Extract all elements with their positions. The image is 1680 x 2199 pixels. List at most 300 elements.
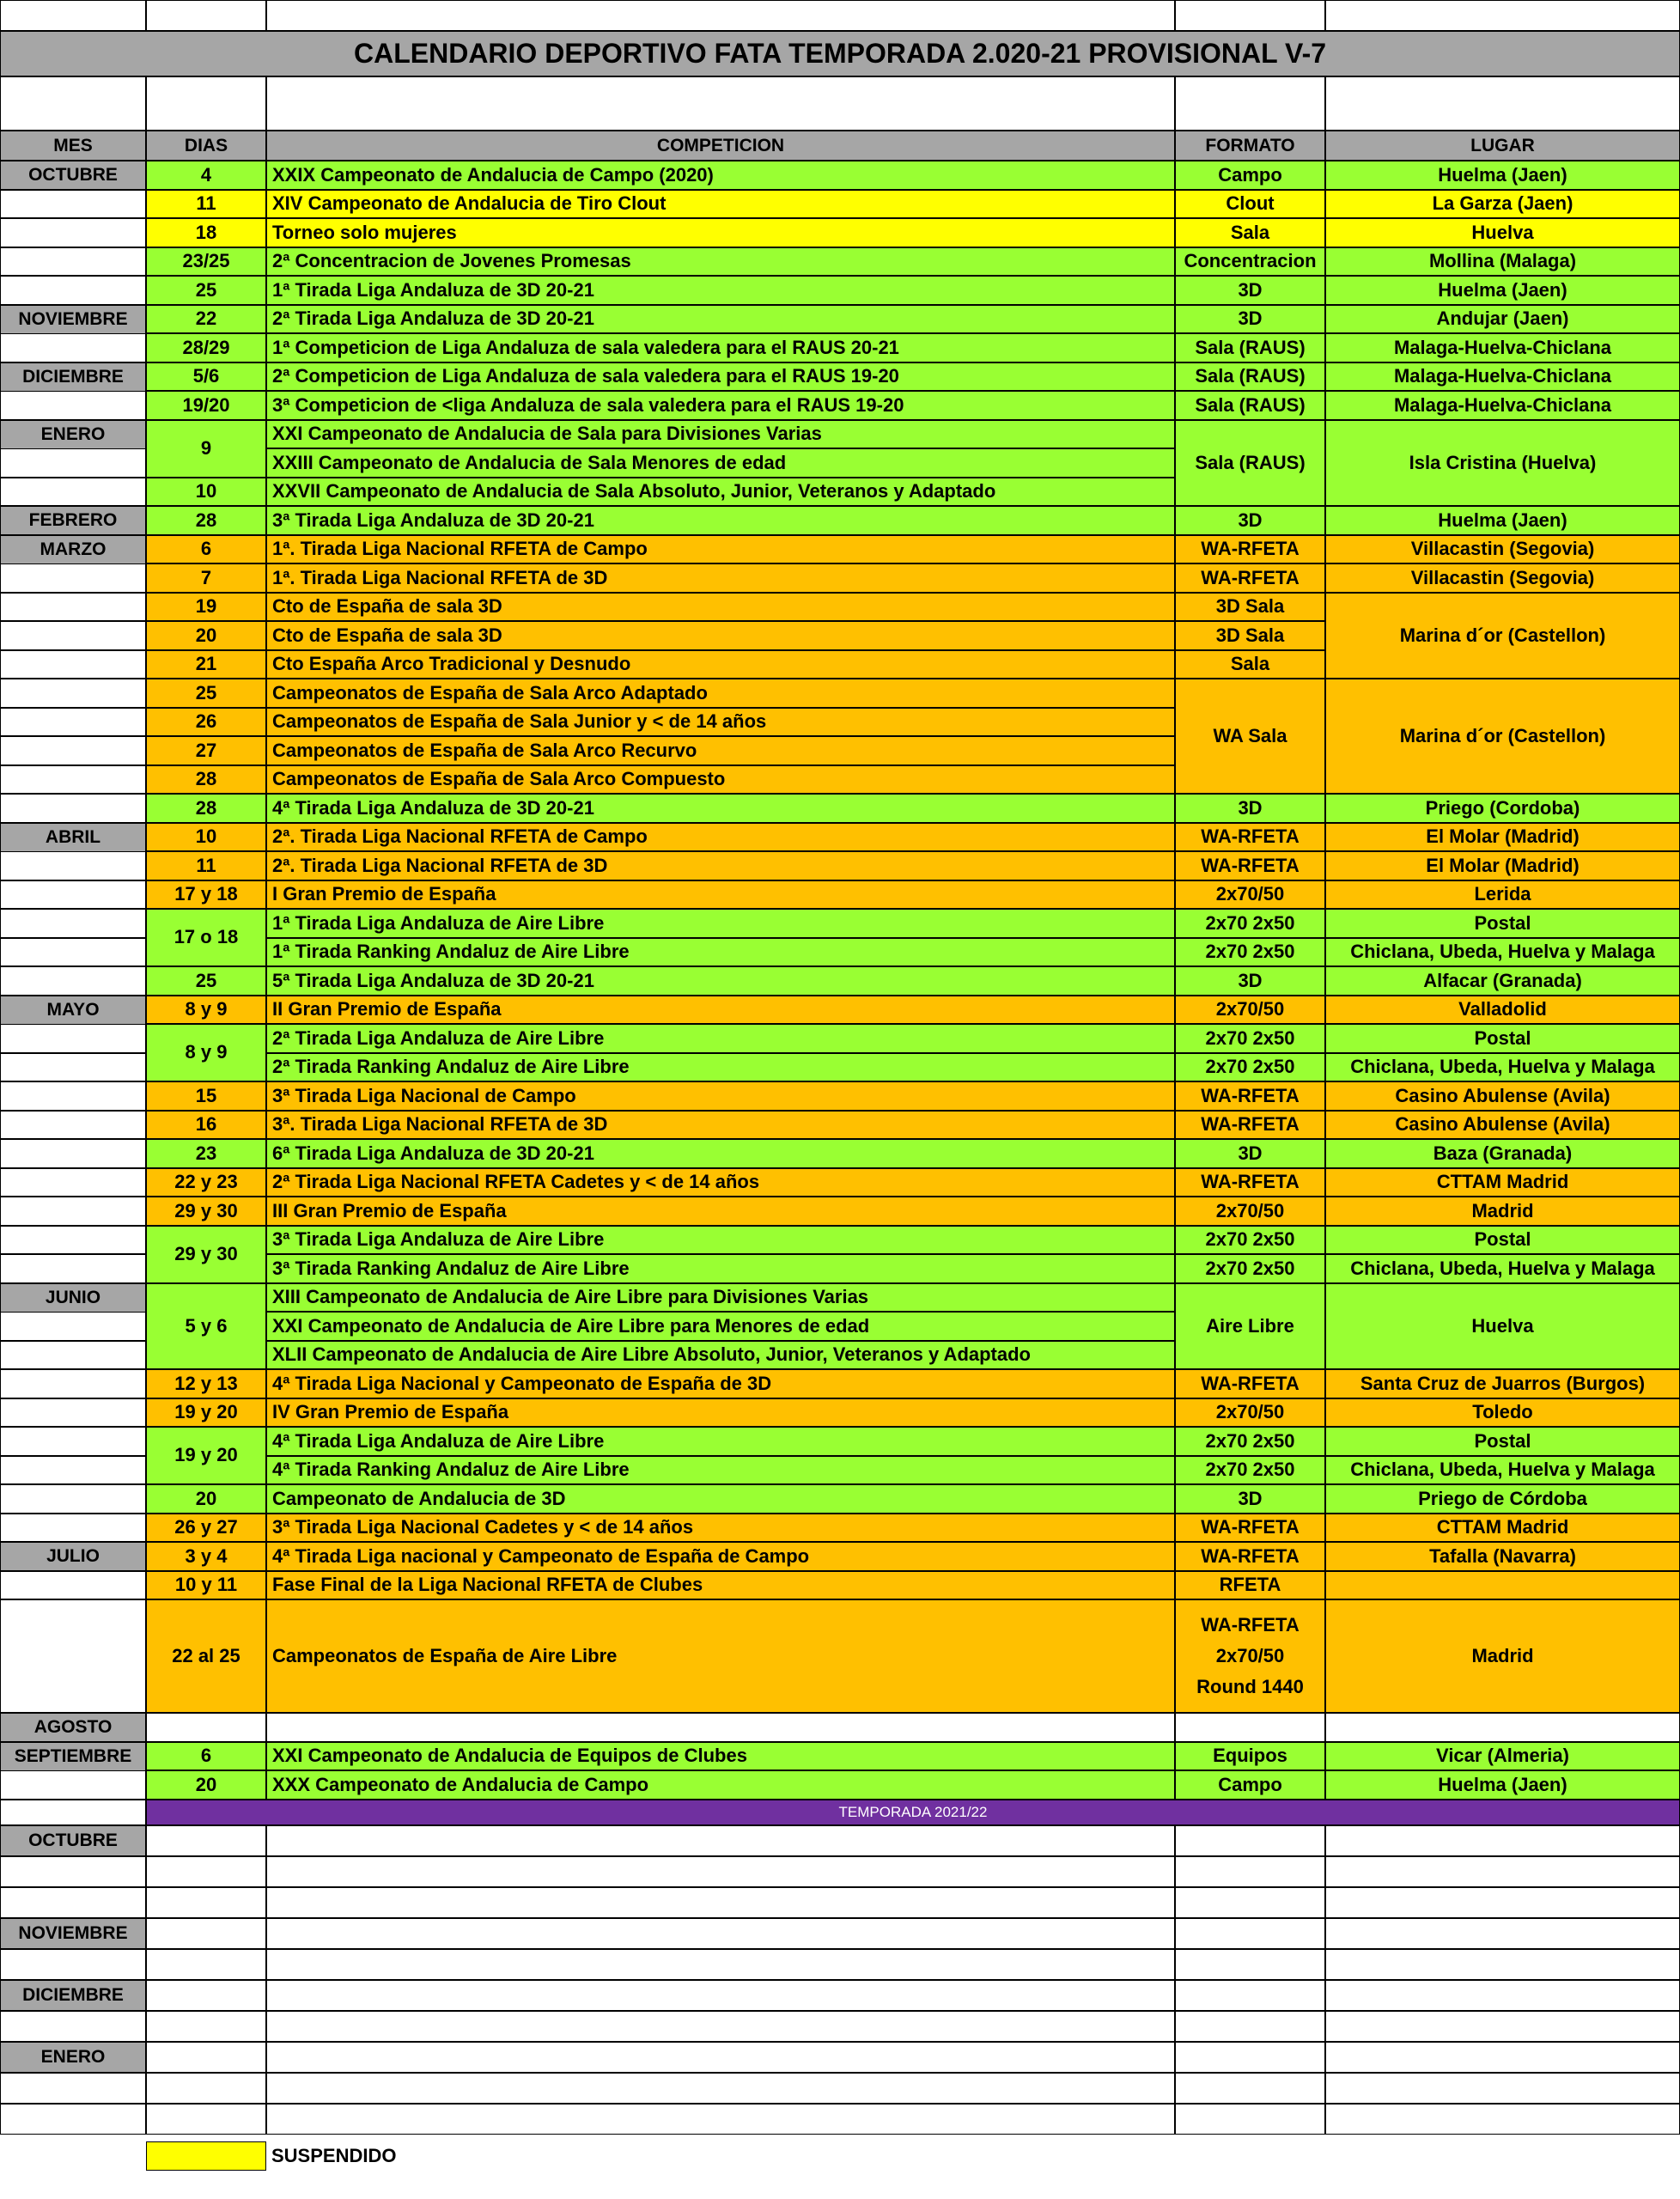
competition-cell: 3ª. Tirada Liga Nacional RFETA de 3D <box>266 1111 1175 1139</box>
dias-cell: 26 <box>146 708 266 736</box>
month-blank-cell <box>0 1398 146 1427</box>
month-blank-cell <box>0 1484 146 1514</box>
empty-cell <box>1325 1856 1680 1887</box>
format-cell: Sala (RAUS) <box>1175 420 1325 506</box>
competition-cell: Campeonatos de España de Sala Arco Recurvo <box>266 736 1175 765</box>
competition-cell: 3ª Tirada Liga Nacional Cadetes y < de 14 años <box>266 1514 1175 1542</box>
month-blank-cell <box>0 276 146 305</box>
competition-cell: 1ª Competicion de Liga Andaluza de sala valedera para el RAUS 20-21 <box>266 333 1175 362</box>
empty-cell <box>146 1918 266 1949</box>
competition-cell: 2ª. Tirada Liga Nacional RFETA de 3D <box>266 851 1175 880</box>
dias-cell: 29 y 30 <box>146 1226 266 1283</box>
dias-cell: 17 o 18 <box>146 909 266 966</box>
top-blank-cell <box>1325 0 1680 31</box>
header-mes: MES <box>0 131 146 161</box>
month-blank-cell <box>0 1514 146 1542</box>
dias-cell: 16 <box>146 1111 266 1139</box>
dias-cell: 6 <box>146 1742 266 1770</box>
empty-cell <box>1175 1918 1325 1949</box>
month-blank-cell <box>0 1312 146 1341</box>
location-cell: Marina d´or (Castellon) <box>1325 593 1680 679</box>
competition-cell: 1ª Tirada Liga Andaluza de 3D 20-21 <box>266 276 1175 305</box>
competition-cell: Campeonatos de España de Sala Arco Adaptado <box>266 679 1175 708</box>
top-blank-cell <box>1175 0 1325 31</box>
header-dias: DIAS <box>146 131 266 161</box>
month-blank-cell <box>0 1139 146 1168</box>
format-cell: RFETA <box>1175 1571 1325 1599</box>
month-label: DICIEMBRE <box>0 362 146 392</box>
empty-cell <box>1175 2104 1325 2135</box>
format-cell: 3D <box>1175 966 1325 996</box>
format-cell: Campo <box>1175 1770 1325 1800</box>
month-blank-cell <box>0 1226 146 1254</box>
spacer-cell <box>266 76 1175 131</box>
location-cell <box>1325 1713 1680 1742</box>
spacer-cell <box>1325 76 1680 131</box>
dias-cell: 3 y 4 <box>146 1542 266 1571</box>
spacer-cell <box>146 76 266 131</box>
month-label: ABRIL <box>0 823 146 852</box>
empty-cell <box>1175 1949 1325 1980</box>
competition-cell: 1ª. Tirada Liga Nacional RFETA de Campo <box>266 535 1175 563</box>
month-blank-cell <box>0 938 146 966</box>
location-cell: Villacastin (Segovia) <box>1325 535 1680 563</box>
format-cell: 2x70 2x50 <box>1175 938 1325 966</box>
month-blank-cell <box>0 1427 146 1456</box>
location-cell: Tafalla (Navarra) <box>1325 1542 1680 1571</box>
dias-cell: 28/29 <box>146 333 266 362</box>
format-cell: WA-RFETA <box>1175 1542 1325 1571</box>
month-blank-cell <box>0 794 146 823</box>
format-cell: 2x70 2x50 <box>1175 1226 1325 1254</box>
dias-cell: 25 <box>146 966 266 996</box>
month-label: JUNIO <box>0 1283 146 1313</box>
top-blank-cell <box>146 0 266 31</box>
empty-cell <box>146 2073 266 2104</box>
month-blank-cell <box>0 765 146 794</box>
month-label: MAYO <box>0 996 146 1025</box>
spacer-cell <box>1175 76 1325 131</box>
competition-cell: XXI Campeonato de Andalucia de Aire Libre para Menores de edad <box>266 1312 1175 1341</box>
competition-cell: XXX Campeonato de Andalucia de Campo <box>266 1770 1175 1800</box>
empty-cell <box>1325 1825 1680 1856</box>
competition-cell: 2ª. Tirada Liga Nacional RFETA de Campo <box>266 823 1175 851</box>
spacer-cell <box>0 76 146 131</box>
format-cell <box>1175 1599 1325 1713</box>
dias-cell: 10 <box>146 478 266 506</box>
empty-cell <box>146 2104 266 2135</box>
month-blank-cell <box>0 650 146 679</box>
format-cell: 2x70 2x50 <box>1175 909 1325 938</box>
competition-cell: XIII Campeonato de Andalucia de Aire Libre para Divisiones Varias <box>266 1283 1175 1312</box>
dias-cell: 23/25 <box>146 247 266 276</box>
dias-cell: 8 y 9 <box>146 996 266 1024</box>
dias-cell: 22 y 23 <box>146 1168 266 1197</box>
month-blank-cell <box>0 708 146 736</box>
empty-cell <box>266 2042 1175 2073</box>
competition-cell: 3ª Tirada Liga Nacional de Campo <box>266 1081 1175 1111</box>
format-cell: 3D <box>1175 506 1325 535</box>
location-cell: Vicar (Almeria) <box>1325 1742 1680 1770</box>
format-cell: Clout <box>1175 190 1325 218</box>
month-blank-cell <box>0 218 146 247</box>
month-blank-cell <box>0 1341 146 1369</box>
empty-cell <box>266 1918 1175 1949</box>
month-blank-cell <box>0 2073 146 2104</box>
location-cell: Chiclana, Ubeda, Huelva y Malaga <box>1325 938 1680 966</box>
empty-cell <box>1325 1918 1680 1949</box>
month-blank-cell <box>0 1456 146 1484</box>
empty-cell <box>1325 2104 1680 2135</box>
month-blank-cell <box>0 448 146 478</box>
dias-cell: 20 <box>146 621 266 650</box>
dias-cell: 18 <box>146 218 266 247</box>
dias-cell: 20 <box>146 1484 266 1514</box>
competition-cell: 4ª Tirada Liga Nacional y Campeonato de España de 3D <box>266 1369 1175 1398</box>
dias-cell: 15 <box>146 1081 266 1111</box>
location-cell: Santa Cruz de Juarros (Burgos) <box>1325 1369 1680 1398</box>
format-cell: Sala (RAUS) <box>1175 362 1325 391</box>
month-blank-cell <box>0 1053 146 1081</box>
dias-cell: 22 <box>146 305 266 333</box>
competition-cell: XXI Campeonato de Andalucia de Equipos de Clubes <box>266 1742 1175 1770</box>
competition-cell: 3ª Tirada Liga Andaluza de Aire Libre <box>266 1226 1175 1254</box>
dias-cell: 10 y 11 <box>146 1571 266 1599</box>
header-competicion: COMPETICION <box>266 131 1175 161</box>
month-blank-cell <box>0 333 146 362</box>
empty-cell <box>266 2073 1175 2104</box>
location-cell: Andujar (Jaen) <box>1325 305 1680 333</box>
location-cell: Malaga-Huelva-Chiclana <box>1325 362 1680 391</box>
competition-cell: Campeonatos de España de Aire Libre <box>266 1599 1175 1713</box>
format-cell: 2x70/50 <box>1175 996 1325 1024</box>
dias-cell: 19/20 <box>146 391 266 420</box>
competition-cell: 1ª. Tirada Liga Nacional RFETA de 3D <box>266 563 1175 593</box>
format-cell: 3D <box>1175 276 1325 305</box>
dias-cell: 22 al 25 <box>146 1599 266 1713</box>
format-cell: WA-RFETA <box>1175 535 1325 563</box>
format-cell: 3D Sala <box>1175 621 1325 650</box>
location-cell: Chiclana, Ubeda, Huelva y Malaga <box>1325 1456 1680 1484</box>
format-cell: 2x70/50 <box>1175 880 1325 909</box>
month-blank-cell <box>0 1168 146 1197</box>
format-cell: WA-RFETA <box>1175 563 1325 593</box>
empty-cell <box>266 2104 1175 2135</box>
month-label: JULIO <box>0 1542 146 1571</box>
competition-cell: 4ª Tirada Ranking Andaluz de Aire Libre <box>266 1456 1175 1484</box>
month-blank-cell <box>0 1599 146 1713</box>
month-label: AGOSTO <box>0 1713 146 1742</box>
month-label: FEBRERO <box>0 506 146 535</box>
location-cell: Huelma (Jaen) <box>1325 276 1680 305</box>
competition-cell: 2ª Competicion de Liga Andaluza de sala valedera para el RAUS 19-20 <box>266 362 1175 391</box>
format-cell: WA-RFETA <box>1175 1168 1325 1197</box>
month-label: NOVIEMBRE <box>0 305 146 334</box>
month-blank-cell <box>0 391 146 420</box>
competition-cell: 2ª Tirada Liga Nacional RFETA Cadetes y < de 14 años <box>266 1168 1175 1197</box>
empty-cell <box>1325 1887 1680 1918</box>
page-title: CALENDARIO DEPORTIVO FATA TEMPORADA 2.020-21 PROVISIONAL V-7 <box>0 31 1680 76</box>
dias-cell: 29 y 30 <box>146 1197 266 1226</box>
month-blank-cell <box>0 563 146 593</box>
location-cell: Casino Abulense (Avila) <box>1325 1111 1680 1139</box>
format-cell: 2x70 2x50 <box>1175 1053 1325 1081</box>
format-cell: WA-RFETA <box>1175 1369 1325 1398</box>
month-blank-cell <box>0 247 146 276</box>
dias-cell: 21 <box>146 650 266 679</box>
month-label: OCTUBRE <box>0 161 146 190</box>
month-blank-cell <box>0 1111 146 1139</box>
empty-cell <box>266 1825 1175 1856</box>
location-cell: Lerida <box>1325 880 1680 909</box>
competition-cell: 3ª Competicion de <liga Andaluza de sala valedera para el RAUS 19-20 <box>266 391 1175 420</box>
location-cell: Baza (Granada) <box>1325 1139 1680 1168</box>
month-blank-cell <box>0 1856 146 1887</box>
competition-cell <box>266 1713 1175 1742</box>
empty-cell <box>1175 1980 1325 2011</box>
empty-cell <box>1175 2011 1325 2042</box>
dias-cell: 11 <box>146 851 266 880</box>
month-blank-cell <box>0 851 146 880</box>
competition-cell: Fase Final de la Liga Nacional RFETA de Clubes <box>266 1571 1175 1599</box>
location-cell: Huelma (Jaen) <box>1325 1770 1680 1800</box>
empty-cell <box>266 2011 1175 2042</box>
location-cell: Toledo <box>1325 1398 1680 1427</box>
competition-cell: 2ª Tirada Liga Andaluza de Aire Libre <box>266 1024 1175 1053</box>
month-blank-cell <box>0 1571 146 1599</box>
competition-cell: XLII Campeonato de Andalucia de Aire Libre Absoluto, Junior, Veteranos y Adaptado <box>266 1341 1175 1369</box>
format-cell: WA-RFETA <box>1175 851 1325 880</box>
format-cell: 3D <box>1175 794 1325 823</box>
format-cell: WA-RFETA <box>1175 823 1325 851</box>
month-blank-cell <box>0 2104 146 2135</box>
dias-cell: 25 <box>146 679 266 708</box>
month-blank-cell <box>0 1197 146 1226</box>
location-cell: Postal <box>1325 909 1680 938</box>
format-cell: Equipos <box>1175 1742 1325 1770</box>
dias-cell: 19 y 20 <box>146 1398 266 1427</box>
location-cell: La Garza (Jaen) <box>1325 190 1680 218</box>
dias-cell: 8 y 9 <box>146 1024 266 1081</box>
location-cell <box>1325 1571 1680 1599</box>
empty-cell <box>1325 1949 1680 1980</box>
empty-cell <box>146 1887 266 1918</box>
month-blank-cell <box>0 1949 146 1980</box>
competition-cell: 5ª Tirada Liga Andaluza de 3D 20-21 <box>266 966 1175 996</box>
location-cell: Priego de Córdoba <box>1325 1484 1680 1514</box>
format-cell: WA-RFETA <box>1175 1111 1325 1139</box>
competition-cell: 3ª Tirada Liga Andaluza de 3D 20-21 <box>266 506 1175 535</box>
dias-cell: 19 y 20 <box>146 1427 266 1484</box>
dias-cell: 9 <box>146 420 266 478</box>
month-blank-cell <box>0 1254 146 1283</box>
dias-cell: 17 y 18 <box>146 880 266 909</box>
dias-cell: 12 y 13 <box>146 1369 266 1398</box>
competition-cell: 1ª Tirada Liga Andaluza de Aire Libre <box>266 909 1175 938</box>
dias-cell: 4 <box>146 161 266 190</box>
season-banner: TEMPORADA 2021/22 <box>146 1800 1680 1825</box>
competition-cell: Campeonatos de España de Sala Junior y < de 14 años <box>266 708 1175 736</box>
month-blank-cell <box>0 1770 146 1800</box>
competition-cell: III Gran Premio de España <box>266 1197 1175 1226</box>
format-cell: WA-RFETA <box>1175 1081 1325 1111</box>
dias-cell: 19 <box>146 593 266 621</box>
location-cell: Chiclana, Ubeda, Huelva y Malaga <box>1325 1053 1680 1081</box>
dias-cell: 11 <box>146 190 266 218</box>
empty-cell <box>266 1949 1175 1980</box>
competition-cell: 2ª Tirada Ranking Andaluz de Aire Libre <box>266 1053 1175 1081</box>
format-cell: 3D Sala <box>1175 593 1325 621</box>
format-cell: Sala <box>1175 650 1325 679</box>
month-blank-cell <box>0 478 146 506</box>
empty-cell <box>1325 2042 1680 2073</box>
month-label: NOVIEMBRE <box>0 1918 146 1949</box>
header-formato: FORMATO <box>1175 131 1325 161</box>
location-cell: Chiclana, Ubeda, Huelva y Malaga <box>1325 1254 1680 1283</box>
month-blank-cell <box>0 1800 146 1825</box>
format-cell: 2x70 2x50 <box>1175 1024 1325 1053</box>
location-cell: Malaga-Huelva-Chiclana <box>1325 333 1680 362</box>
month-blank-cell <box>0 2011 146 2042</box>
format-cell: Sala (RAUS) <box>1175 391 1325 420</box>
empty-cell <box>1175 2073 1325 2104</box>
month-blank-cell <box>0 593 146 621</box>
format-cell: WA Sala <box>1175 679 1325 794</box>
competition-cell: Campeonato de Andalucia de 3D <box>266 1484 1175 1514</box>
legend-label: SUSPENDIDO <box>271 2144 397 2166</box>
format-cell: WA-RFETA <box>1175 1514 1325 1542</box>
empty-cell <box>146 1949 266 1980</box>
competition-cell: 2ª Tirada Liga Andaluza de 3D 20-21 <box>266 305 1175 333</box>
format-cell: 2x70 2x50 <box>1175 1456 1325 1484</box>
competition-cell: 3ª Tirada Ranking Andaluz de Aire Libre <box>266 1254 1175 1283</box>
competition-cell: XXIII Campeonato de Andalucia de Sala Menores de edad <box>266 448 1175 478</box>
month-label: OCTUBRE <box>0 1825 146 1856</box>
format-line: 2x70/50 <box>1215 1644 1285 1666</box>
month-blank-cell <box>0 1369 146 1398</box>
location-cell: CTTAM Madrid <box>1325 1514 1680 1542</box>
dias-cell: 26 y 27 <box>146 1514 266 1542</box>
month-blank-cell <box>0 190 146 218</box>
format-cell <box>1175 1713 1325 1742</box>
month-blank-cell <box>0 1887 146 1918</box>
competition-cell: 4ª Tirada Liga Andaluza de 3D 20-21 <box>266 794 1175 823</box>
dias-cell: 28 <box>146 765 266 794</box>
location-cell: Huelva <box>1325 218 1680 247</box>
location-cell: Marina d´or (Castellon) <box>1325 679 1680 794</box>
location-cell: Casino Abulense (Avila) <box>1325 1081 1680 1111</box>
empty-cell <box>1325 2011 1680 2042</box>
month-blank-cell <box>0 621 146 650</box>
dias-cell: 7 <box>146 563 266 593</box>
location-cell: Madrid <box>1325 1197 1680 1226</box>
competition-cell: Cto España Arco Tradicional y Desnudo <box>266 650 1175 679</box>
format-cell: Sala <box>1175 218 1325 247</box>
dias-cell: 5/6 <box>146 362 266 391</box>
format-line: WA-RFETA <box>1201 1613 1300 1636</box>
format-cell: Sala (RAUS) <box>1175 333 1325 362</box>
dias-cell: 23 <box>146 1139 266 1168</box>
competition-cell: 4ª Tirada Liga Andaluza de Aire Libre <box>266 1427 1175 1456</box>
month-label: DICIEMBRE <box>0 1980 146 2011</box>
location-cell: Postal <box>1325 1427 1680 1456</box>
month-label: MARZO <box>0 535 146 564</box>
location-cell: El Molar (Madrid) <box>1325 851 1680 880</box>
empty-cell <box>1175 2042 1325 2073</box>
competition-cell: XXVII Campeonato de Andalucia de Sala Absoluto, Junior, Veteranos y Adaptado <box>266 478 1175 506</box>
format-cell: Aire Libre <box>1175 1283 1325 1369</box>
location-cell: Villacastin (Segovia) <box>1325 563 1680 593</box>
competition-cell: 6ª Tirada Liga Andaluza de 3D 20-21 <box>266 1139 1175 1168</box>
format-cell: Campo <box>1175 161 1325 190</box>
month-label: SEPTIEMBRE <box>0 1742 146 1771</box>
dias-cell: 27 <box>146 736 266 765</box>
format-cell: 2x70/50 <box>1175 1197 1325 1226</box>
dias-cell: 6 <box>146 535 266 563</box>
location-cell: Postal <box>1325 1024 1680 1053</box>
format-cell: 2x70 2x50 <box>1175 1427 1325 1456</box>
empty-cell <box>1325 2073 1680 2104</box>
competition-cell: 1ª Tirada Ranking Andaluz de Aire Libre <box>266 938 1175 966</box>
format-line: Round 1440 <box>1196 1676 1304 1698</box>
dias-cell: 20 <box>146 1770 266 1800</box>
competition-cell: Campeonatos de España de Sala Arco Compuesto <box>266 765 1175 794</box>
location-cell: Valladolid <box>1325 996 1680 1024</box>
top-blank-cell <box>0 0 146 31</box>
empty-cell <box>266 1887 1175 1918</box>
format-cell: Concentracion <box>1175 247 1325 276</box>
month-blank-cell <box>0 1024 146 1053</box>
empty-cell <box>146 1825 266 1856</box>
header-lugar: LUGAR <box>1325 131 1680 161</box>
competition-cell: Cto de España de sala 3D <box>266 593 1175 621</box>
dias-cell: 28 <box>146 794 266 823</box>
empty-cell <box>146 1856 266 1887</box>
empty-cell <box>146 1980 266 2011</box>
dias-cell: 10 <box>146 823 266 851</box>
empty-cell <box>1175 1887 1325 1918</box>
competition-cell: 4ª Tirada Liga nacional y Campeonato de España de Campo <box>266 1542 1175 1571</box>
format-cell: 2x70/50 <box>1175 1398 1325 1427</box>
empty-cell <box>1175 1856 1325 1887</box>
competition-cell: XXI Campeonato de Andalucia de Sala para Divisiones Varias <box>266 420 1175 448</box>
empty-cell <box>1325 1980 1680 2011</box>
dias-cell: 28 <box>146 506 266 535</box>
location-cell: Isla Cristina (Huelva) <box>1325 420 1680 506</box>
format-cell: 3D <box>1175 1139 1325 1168</box>
location-cell: Alfacar (Granada) <box>1325 966 1680 996</box>
competition-cell: Torneo solo mujeres <box>266 218 1175 247</box>
empty-cell <box>266 1980 1175 2011</box>
month-label: ENERO <box>0 420 146 449</box>
competition-cell: 2ª Concentracion de Jovenes Promesas <box>266 247 1175 276</box>
dias-cell: 5 y 6 <box>146 1283 266 1369</box>
location-cell: Postal <box>1325 1226 1680 1254</box>
dias-cell: 25 <box>146 276 266 305</box>
month-blank-cell <box>0 679 146 708</box>
competition-cell: II Gran Premio de España <box>266 996 1175 1024</box>
location-cell: Malaga-Huelva-Chiclana <box>1325 391 1680 420</box>
location-cell: Huelma (Jaen) <box>1325 506 1680 535</box>
empty-cell <box>146 2042 266 2073</box>
legend-swatch <box>146 2141 266 2171</box>
format-cell: 3D <box>1175 305 1325 333</box>
location-cell: El Molar (Madrid) <box>1325 823 1680 851</box>
month-blank-cell <box>0 909 146 938</box>
month-label: ENERO <box>0 2042 146 2073</box>
month-blank-cell <box>0 966 146 996</box>
location-cell: CTTAM Madrid <box>1325 1168 1680 1197</box>
